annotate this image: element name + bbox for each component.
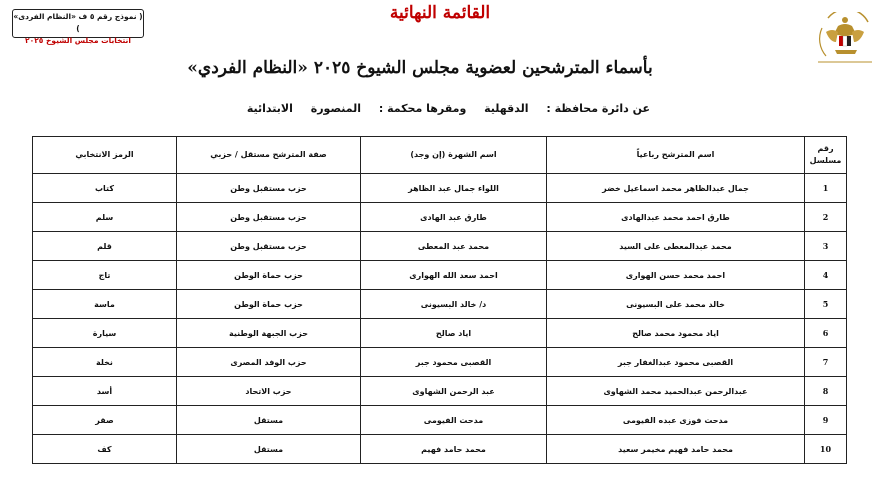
candidate-symbol: سلم [33,203,177,232]
table-row [33,203,847,232]
candidate-known-as: عبد الرحمن الشهاوى [361,377,547,406]
row-number: 9 [805,406,847,435]
final-list-title: القائمة النهائية [389,3,491,23]
row-number: 10 [805,435,847,464]
table-row [33,377,847,406]
table-row [33,319,847,348]
form-number-box [12,9,144,45]
candidate-name: القصبى محمود عبدالغفار جبر [547,348,805,377]
table-row [33,232,847,261]
election-label: انتخابات مجلس الشيوخ ٢٠٢٥ [25,36,131,45]
candidate-party: حزب حماة الوطن [177,261,361,290]
document-main-title: بأسماء المترشحين لعضوية مجلس الشيوخ ٢٠٢٥ «النظام الفردي» [187,58,653,78]
table-header-row [33,137,847,174]
candidate-symbol: سيارة [33,319,177,348]
constituency-line [246,102,650,115]
candidate-party: حزب الاتحاد [177,377,361,406]
candidate-known-as: محمد حامد فهيم [361,435,547,464]
constituency-label: عن دائرة محافظة : [546,102,650,115]
row-number: 7 [805,348,847,377]
candidate-party: حزب مستقبل وطن [177,232,361,261]
candidate-symbol: ماسة [33,290,177,319]
court-value: المنصورة [310,102,362,115]
candidates-table [32,136,847,464]
form-number-label: ( نموذج رقم ٥ ف «النظام الفردى» ) [13,12,143,33]
candidate-name: محمد حامد فهيم مخيمر سعيد [547,435,805,464]
candidate-known-as: مدحت الفيومى [361,406,547,435]
header-party: صفة المترشح مستقل / حزبي [177,137,361,174]
candidate-party: حزب مستقبل وطن [177,203,361,232]
candidate-name: طارق احمد محمد عبدالهادى [547,203,805,232]
table-row [33,261,847,290]
row-number: 3 [805,232,847,261]
row-number: 8 [805,377,847,406]
candidate-party: حزب الجبهة الوطنية [177,319,361,348]
candidate-known-as: محمد عبد المعطى [361,232,547,261]
candidate-party: مستقل [177,406,361,435]
candidate-known-as: احمد سعد الله الهوارى [361,261,547,290]
candidate-party: حزب حماة الوطن [177,290,361,319]
candidate-name: محمد عبدالمعطى على السيد [547,232,805,261]
row-number: 4 [805,261,847,290]
candidate-name: خالد محمد على البسيونى [547,290,805,319]
candidate-symbol: كتاب [33,174,177,203]
candidate-known-as: اياد صالح [361,319,547,348]
row-number: 1 [805,174,847,203]
header-symbol: الرمز الانتخابي [33,137,177,174]
court-label: ومقرها محكمة : [378,102,467,115]
candidate-party: مستقل [177,435,361,464]
candidate-symbol: تاج [33,261,177,290]
row-number: 5 [805,290,847,319]
candidate-symbol: صقر [33,406,177,435]
candidate-party: حزب الوفد المصرى [177,348,361,377]
candidate-known-as: القصبى محمود جبر [361,348,547,377]
table-row [33,435,847,464]
table-row [33,174,847,203]
header-number: رقم مسلسل [805,137,847,174]
row-number: 6 [805,319,847,348]
candidate-name: اياد محمود محمد صالح [547,319,805,348]
table-row [33,406,847,435]
header-known-as: اسم الشهرة (إن وجد) [361,137,547,174]
governorate-value: الدقهلية [484,102,529,115]
candidate-name: احمد محمد حسن الهوارى [547,261,805,290]
candidate-name: مدحت فوزى عبده الفيومى [547,406,805,435]
candidate-symbol: قلم [33,232,177,261]
candidate-symbol: نخلة [33,348,177,377]
table-row [33,348,847,377]
candidate-symbol: أسد [33,377,177,406]
court-type-value: الابتدائية [246,102,293,115]
candidate-party: حزب مستقبل وطن [177,174,361,203]
header-name: اسم المترشح رباعياً [547,137,805,174]
table-row [33,290,847,319]
candidate-name: عبدالرحمن عبدالحميد محمد الشهاوى [547,377,805,406]
election-authority-logo [808,12,878,68]
candidate-known-as: د/ خالد البسيونى [361,290,547,319]
candidate-name: جمال عبدالظاهر محمد اسماعيل خضر [547,174,805,203]
candidate-symbol: كف [33,435,177,464]
row-number: 2 [805,203,847,232]
candidate-known-as: اللواء جمال عبد الظاهر [361,174,547,203]
candidate-known-as: طارق عبد الهادى [361,203,547,232]
